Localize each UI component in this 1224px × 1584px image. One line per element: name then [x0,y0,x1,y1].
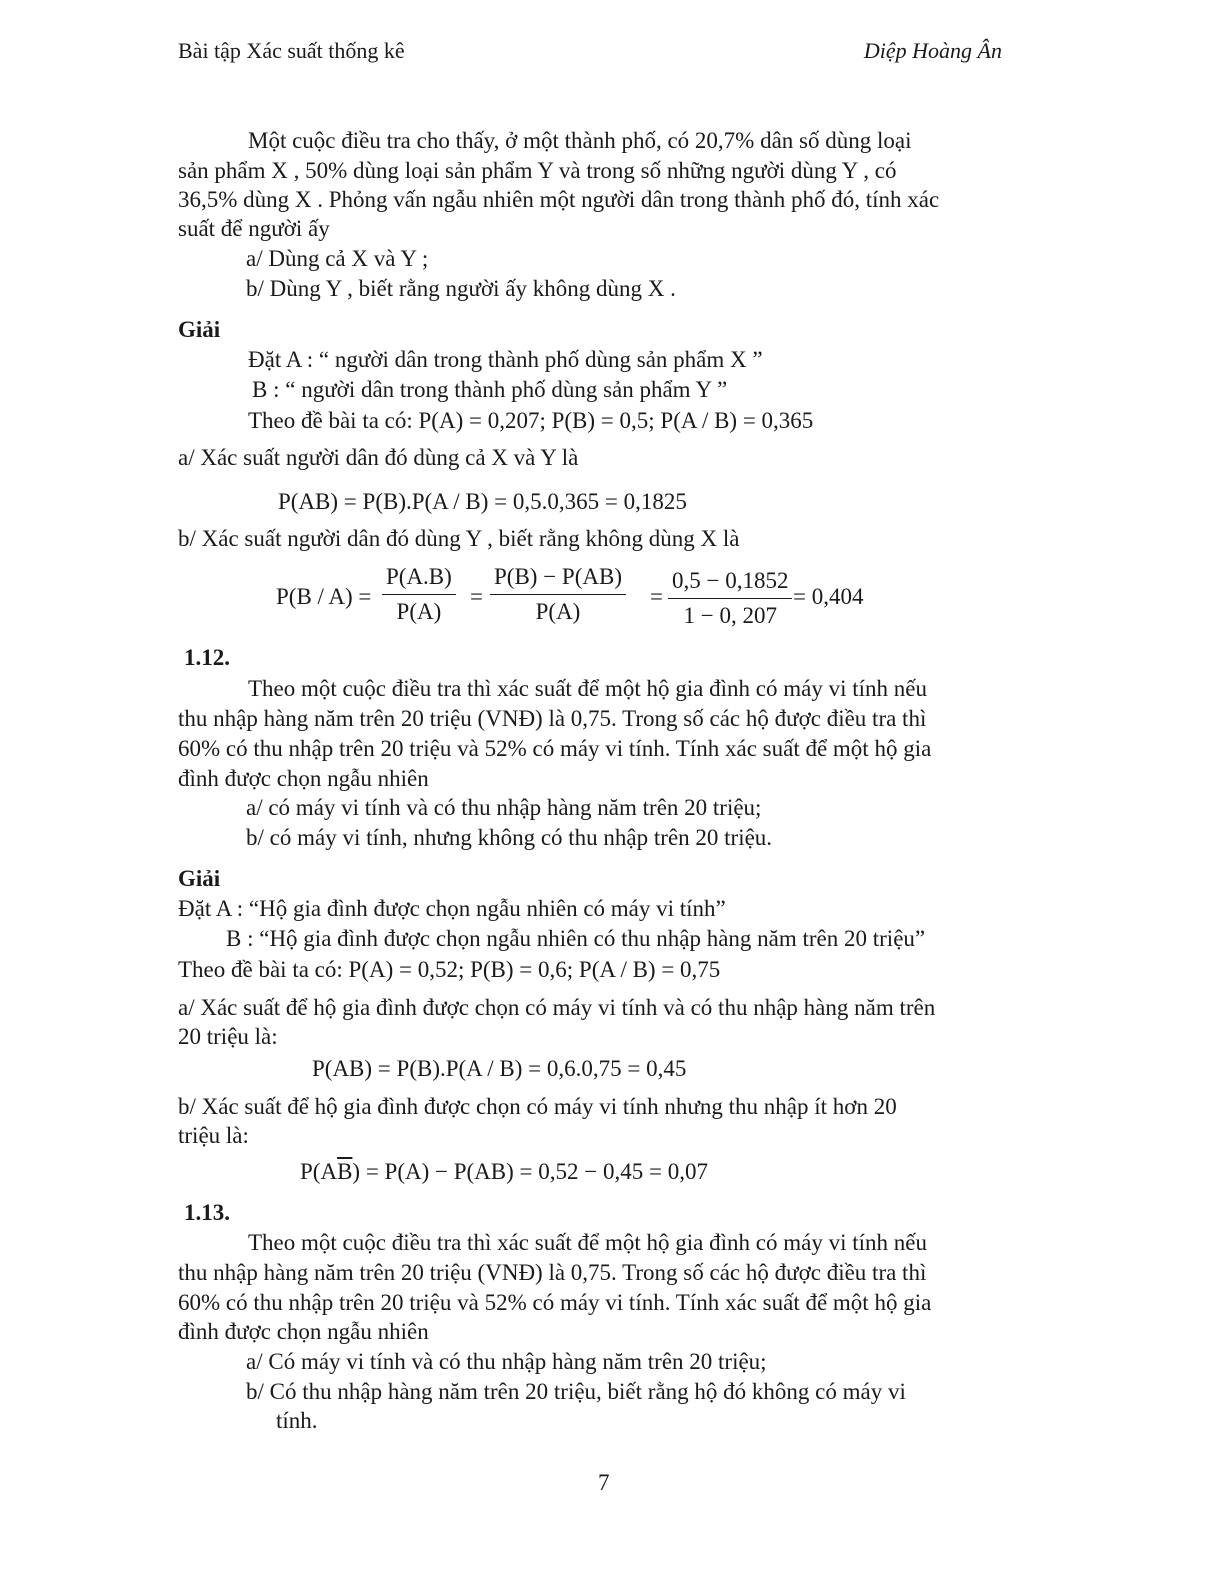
solution-heading: Giải [178,866,221,891]
formula-line: P(AB) = P(B).P(A / B) = 0,5.0,365 = 0,1825 [278,489,687,514]
problem-text-line: sản phẩm X , 50% dùng loại sản phẩm Y và trong số những người dùng Y , có [178,158,897,183]
page-number: 7 [598,1470,610,1495]
solution-text-line: Theo đề bài ta có: P(A) = 0,52; P(B) = 0,6; P(A / B) = 0,75 [178,957,721,982]
problem-item-b-cont: tính. [276,1408,318,1433]
solution-text-line: triệu là: [178,1123,249,1148]
problem-text-line: thu nhập hàng năm trên 20 triệu (VNĐ) là 0,75. Trong số các hộ được điều tra thì [178,706,927,731]
problem-text-line: đình được chọn ngẫu nhiên [178,766,429,791]
fraction-2-denominator: P(A) [535,599,581,624]
solution-text-line: B : “Hộ gia đình được chọn ngẫu nhiên có thu nhập hàng năm trên 20 triệu” [226,926,926,951]
solution-text-line: Theo đề bài ta có: P(A) = 0,207; P(B) = 0,5; P(A / B) = 0,365 [248,408,814,433]
problem-item-a: a/ Có máy vi tính và có thu nhập hàng năm trên 20 triệu; [246,1349,767,1374]
formula-lhs: P(B / A) = [276,584,372,609]
solution-text-line: B : “ người dân trong thành phố dùng sản phẩm Y ” [252,377,728,402]
problem-item-b: b/ có máy vi tính, nhưng không có thu nhập trên 20 triệu. [246,825,773,850]
fraction-3-numerator: 0,5 − 0,1852 [672,568,789,593]
fraction-3-denominator: 1 − 0, 207 [683,603,777,628]
problem-text-line: thu nhập hàng năm trên 20 triệu (VNĐ) là 0,75. Trong số các hộ được điều tra thì [178,1260,927,1285]
formula-b-prefix: P(A [300,1159,338,1184]
problem-item-a: a/ Dùng cả X và Y ; [246,246,429,271]
solution-text-line: b/ Xác suất để hộ gia đình được chọn có máy vi tính nhưng thu nhập ít hơn 20 [178,1094,897,1119]
problem-text-line: Theo một cuộc điều tra thì xác suất để một hộ gia đình có máy vi tính nếu [248,676,927,701]
solution-text-line: Đặt A : “ người dân trong thành phố dùng sản phẩm X ” [248,347,763,372]
problem-item-b: b/ Dùng Y , biết rằng người ấy không dùng X . [246,276,676,301]
fraction-1-denominator: P(A) [396,599,442,624]
problem-number: 1.12. [184,645,230,670]
formula-result: = 0,404 [793,584,864,609]
complement-b: $\overline{B}$ [337,1159,353,1184]
problem-item-b: b/ Có thu nhập hàng năm trên 20 triệu, biết rằng hộ đó không có máy vi [246,1379,906,1404]
solution-text-line: b/ Xác suất người dân đó dùng Y , biết rằng không dùng X là [178,526,740,551]
problem-text-line: đình được chọn ngẫu nhiên [178,1319,429,1344]
solution-text-line: 20 triệu là: [178,1024,278,1049]
header-title: Bài tập Xác suất thống kê [178,38,405,63]
equals-sign: = [650,584,663,609]
fraction-1-numerator: P(A.B) [386,564,452,589]
fraction-2-numerator: P(B) − P(AB) [494,564,622,589]
header-author: Diệp Hoàng Ân [863,38,1002,63]
problem-text-line: 60% có thu nhập trên 20 triệu và 52% có máy vi tính. Tính xác suất để một hộ gia [178,1290,932,1315]
problem-text-line: 36,5% dùng X . Phỏng vấn ngẫu nhiên một người dân trong thành phố đó, tính xác [178,187,940,212]
problem-text-line: Một cuộc điều tra cho thấy, ở một thành phố, có 20,7% dân số dùng loại [248,128,912,153]
solution-text-line: a/ Xác suất để hộ gia đình được chọn có máy vi tính và có thu nhập hàng năm trên [178,995,936,1020]
fraction-1 [382,560,456,629]
solution-text-line: a/ Xác suất người dân đó dùng cả X và Y là [178,445,579,470]
solution-text-line: Đặt A : “Hộ gia đình được chọn ngẫu nhiên có máy vi tính” [178,896,726,921]
formula-line [300,1157,708,1187]
fraction-3 [668,564,792,633]
fraction-2 [490,560,626,629]
problem-text-line: 60% có thu nhập trên 20 triệu và 52% có máy vi tính. Tính xác suất để một hộ gia [178,736,932,761]
formula-b-rest: ) = P(A) − P(AB) = 0,52 − 0,45 = 0,07 [352,1159,708,1184]
equals-sign: = [470,584,483,609]
formula-line: P(AB) = P(B).P(A / B) = 0,6.0,75 = 0,45 [312,1056,687,1081]
problem-item-a: a/ có máy vi tính và có thu nhập hàng năm trên 20 triệu; [246,795,762,820]
problem-text-line: Theo một cuộc điều tra thì xác suất để một hộ gia đình có máy vi tính nếu [248,1230,927,1255]
problem-text-line: suất để người ấy [178,216,330,241]
problem-number: 1.13. [184,1200,230,1225]
solution-heading: Giải [178,317,221,342]
